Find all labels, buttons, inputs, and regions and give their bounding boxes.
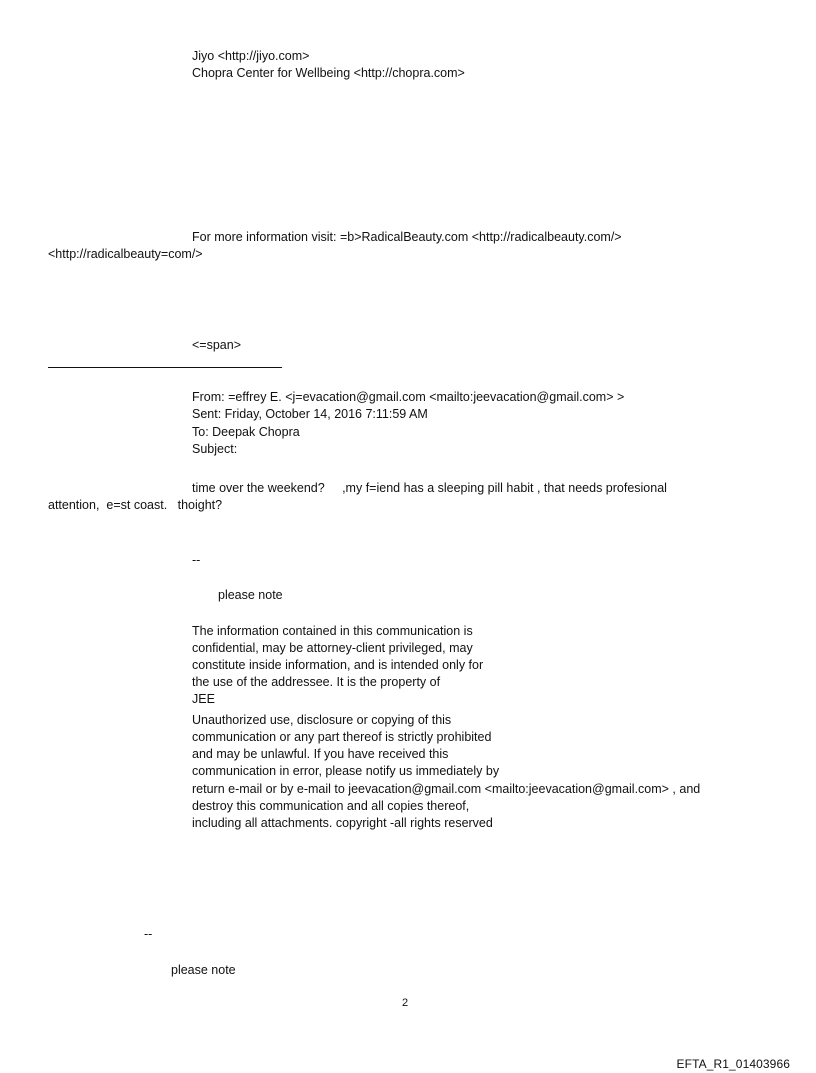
disclaimer-line: return e-mail or by e-mail to jeevacation@gmail.com <mailto:jeevacation@gmail.com> , and bbox=[192, 782, 701, 796]
link-chopra-center: Chopra Center for Wellbeing <http://chopra.com> bbox=[192, 66, 465, 80]
disclaimer-line: destroy this communication and all copies thereof, bbox=[192, 799, 470, 813]
disclaimer-line: constitute inside information, and is intended only for bbox=[192, 658, 484, 672]
page-number: 2 bbox=[402, 997, 409, 1009]
more-info-line-1: For more information visit: =b>RadicalBeauty.com <http://radicalbeauty.com/> bbox=[192, 230, 622, 244]
signature2-dashes: -- bbox=[144, 927, 153, 941]
email-body-line-2: attention, e=st coast. thoight? bbox=[48, 498, 223, 512]
signature-dashes: -- bbox=[192, 553, 201, 567]
bates-number: EFTA_R1_01403966 bbox=[676, 1057, 790, 1071]
disclaimer-line: JEE bbox=[192, 692, 215, 706]
disclaimer-line: The information contained in this communication is bbox=[192, 624, 473, 638]
link-jiyo: Jiyo <http://jiyo.com> bbox=[192, 49, 310, 63]
email-to: To: Deepak Chopra bbox=[192, 425, 300, 439]
disclaimer-line: communication or any part thereof is strictly prohibited bbox=[192, 730, 492, 744]
disclaimer-line: including all attachments. copyright -all rights reserved bbox=[192, 816, 493, 830]
email-sent: Sent: Friday, October 14, 2016 7:11:59 AM bbox=[192, 407, 428, 421]
disclaimer-line: confidential, may be attorney-client privileged, may bbox=[192, 641, 473, 655]
disclaimer-line: and may be unlawful. If you have received this bbox=[192, 747, 449, 761]
email-body-line-1: time over the weekend? ,my f=iend has a sleeping pill habit , that needs profesional bbox=[192, 481, 667, 495]
signature2-please-note: please note bbox=[171, 963, 236, 977]
more-info-line-2: <http://radicalbeauty=com/> bbox=[48, 247, 203, 261]
disclaimer-line: the use of the addressee. It is the property of bbox=[192, 675, 441, 689]
disclaimer-line: communication in error, please notify us immediately by bbox=[192, 764, 500, 778]
header-separator-rule bbox=[48, 367, 282, 368]
email-from: From: =effrey E. <j=evacation@gmail.com <mailto:jeevacation@gmail.com> > bbox=[192, 390, 625, 404]
signature-please-note: please note bbox=[218, 588, 283, 602]
disclaimer-line: Unauthorized use, disclosure or copying of this bbox=[192, 713, 452, 727]
email-subject: Subject: bbox=[192, 442, 238, 456]
span-tag-text: <=span> bbox=[192, 338, 242, 352]
